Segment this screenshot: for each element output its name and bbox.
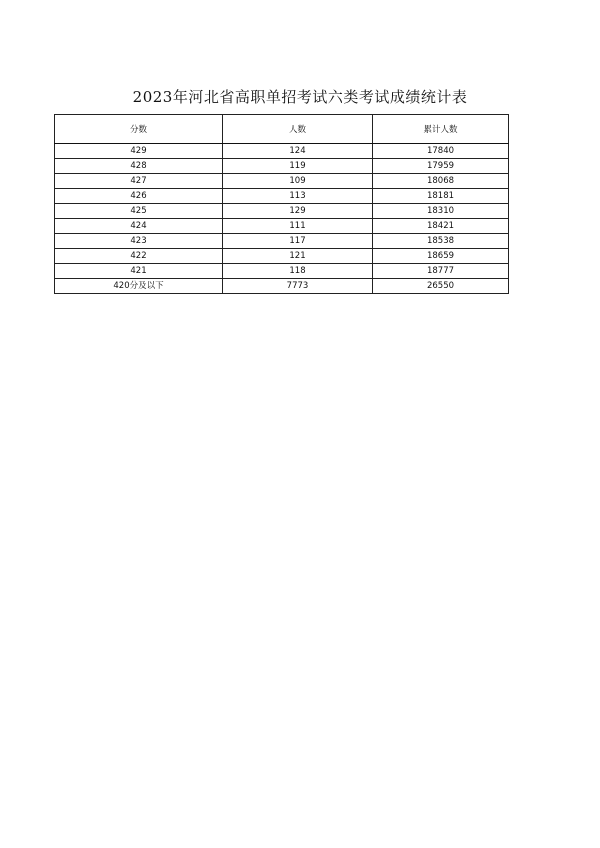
page-title: 2023年河北省高职单招考试六类考试成绩统计表 <box>132 88 468 106</box>
header-count: 人数 <box>223 115 373 144</box>
table-row <box>55 219 509 234</box>
cell-count: 124 <box>223 144 373 159</box>
table-row <box>55 204 509 219</box>
cell-cumulative: 18777 <box>373 264 509 279</box>
cell-count: 118 <box>223 264 373 279</box>
cell-score: 426 <box>55 189 223 204</box>
cell-score: 424 <box>55 219 223 234</box>
table-row <box>55 174 509 189</box>
cell-cumulative: 18068 <box>373 174 509 189</box>
cell-cumulative: 17959 <box>373 159 509 174</box>
cell-count: 117 <box>223 234 373 249</box>
cell-count: 7773 <box>223 279 373 294</box>
cell-score: 427 <box>55 174 223 189</box>
cell-score: 422 <box>55 249 223 264</box>
cell-cumulative: 18310 <box>373 204 509 219</box>
cell-count: 121 <box>223 249 373 264</box>
table-row <box>55 189 509 204</box>
cell-cumulative: 26550 <box>373 279 509 294</box>
cell-score: 428 <box>55 159 223 174</box>
cell-cumulative: 18181 <box>373 189 509 204</box>
table-row <box>55 249 509 264</box>
cell-count: 109 <box>223 174 373 189</box>
cell-score: 420分及以下 <box>55 279 223 294</box>
cell-score: 429 <box>55 144 223 159</box>
score-statistics-table <box>54 114 509 294</box>
cell-cumulative: 18659 <box>373 249 509 264</box>
cell-cumulative: 17840 <box>373 144 509 159</box>
cell-count: 113 <box>223 189 373 204</box>
cell-cumulative: 18538 <box>373 234 509 249</box>
cell-score: 423 <box>55 234 223 249</box>
cell-cumulative: 18421 <box>373 219 509 234</box>
table-row <box>55 279 509 294</box>
cell-count: 129 <box>223 204 373 219</box>
table-row <box>55 234 509 249</box>
table-row <box>55 264 509 279</box>
table-row <box>55 159 509 174</box>
cell-count: 119 <box>223 159 373 174</box>
header-cumulative: 累计人数 <box>373 115 509 144</box>
cell-score: 425 <box>55 204 223 219</box>
table-header-row <box>55 115 509 144</box>
header-score: 分数 <box>55 115 223 144</box>
cell-score: 421 <box>55 264 223 279</box>
table-row <box>55 144 509 159</box>
cell-count: 111 <box>223 219 373 234</box>
